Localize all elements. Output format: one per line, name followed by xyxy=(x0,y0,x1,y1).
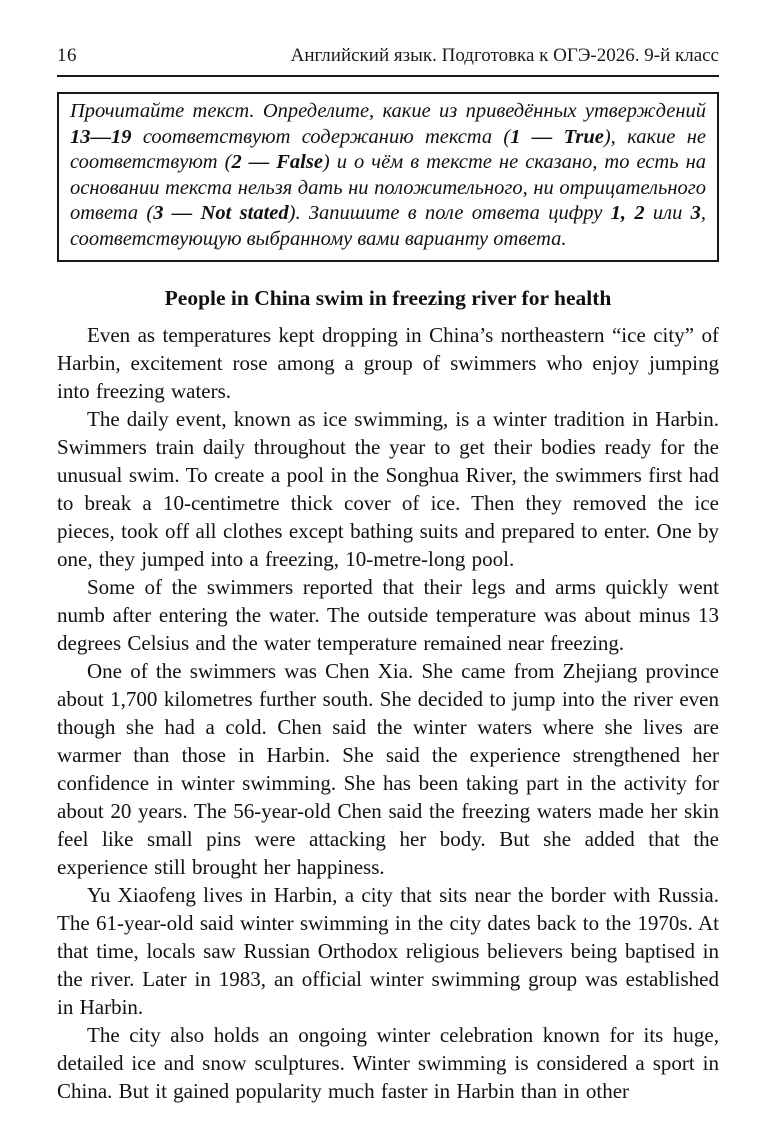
instruction-box xyxy=(57,92,719,262)
page-number: 16 xyxy=(57,45,77,66)
running-title: Английский язык. Подготовка к ОГЭ-2026. 9-й класс xyxy=(290,45,719,66)
header-rule xyxy=(57,75,719,77)
instruction-segment-bold: 3 xyxy=(690,202,701,225)
article-paragraph-1: Even as temperatures kept dropping in China’s northeastern “ice city” of Harbin, excitement rose among a group of swimmers who enjoy jumping into freezing waters. xyxy=(57,322,719,403)
page-header xyxy=(57,44,719,68)
instruction-segment-bold: 13—19 xyxy=(70,125,132,148)
instruction-segment-bold: 1, 2 xyxy=(610,202,645,225)
article-paragraph-4: One of the swimmers was Chen Xia. She came from Zhejiang province about 1,700 kilometres further south. She decided to jump into the river even though she had a cold. Chen said the winter waters where she lives are warmer than those in Harbin. She said the experience strengthened her confidence in winter swimming. She has been taking part in the activity for about 20 years. The 56-year-old Chen said the freezing waters made her skin feel like small pins were attacking her body. But she added that the experience still brought her happiness. xyxy=(57,658,719,879)
instruction-text xyxy=(70,99,706,253)
article-title: People in China swim in freezing river for health xyxy=(164,285,612,310)
instruction-segment: ) и о чём в тексте не сказано, то есть на основании текста нельзя дать ни положительного, ни отрицательного ответа ( xyxy=(70,151,706,225)
instruction-segment: Прочитайте текст. Определите, какие из приведённых утверждений xyxy=(70,100,706,122)
instruction-segment-bold: 2 — False xyxy=(231,151,323,174)
instruction-segment: ), какие не соответствуют ( xyxy=(70,125,706,174)
article-paragraph-6: The city also holds an ongoing winter celebration known for its huge, detailed ice and snow sculptures. Winter swimming is considered a sport in China. But it gained popularity much faster in Harbin than in other xyxy=(57,1022,719,1103)
article-body xyxy=(57,321,719,1105)
instruction-segment-bold: 3 — Not stated xyxy=(153,202,289,225)
instruction-segment-bold: 1 — True xyxy=(510,125,604,148)
instruction-segment: или xyxy=(644,202,691,225)
instruction-segment: , соответствующую выбранному вами варианту ответа. xyxy=(70,202,707,250)
article-paragraph-3: Some of the swimmers reported that their legs and arms quickly went numb after entering the water. The outside temperature was about minus 13 degrees Celsius and the water temperature remained near freezing. xyxy=(57,574,719,655)
instruction-segment: соответствуют содержанию текста ( xyxy=(131,125,511,148)
article-paragraph-2: The daily event, known as ice swimming, is a winter tradition in Harbin. Swimmers train daily throughout the year to get their bodies ready for the unusual swim. To create a pool in the Songhua River, the swimmers first had to break a 10-centimetre thick cover of ice. Then they removed the ice pieces, took off all clothes except bathing suits and prepared to enter. One by one, they jumped into a freezing, 10-metre-long pool. xyxy=(57,406,719,571)
instruction-segment: ). Запишите в поле ответа цифру xyxy=(288,202,611,225)
article-paragraph-5: Yu Xiaofeng lives in Harbin, a city that sits near the border with Russia. The 61-year-old said winter swimming in the city dates back to the 1970s. At that time, locals saw Russian Orthodox religious believers being baptised in the river. Later in 1983, an official winter swimming group was established in Harbin. xyxy=(57,882,719,1019)
